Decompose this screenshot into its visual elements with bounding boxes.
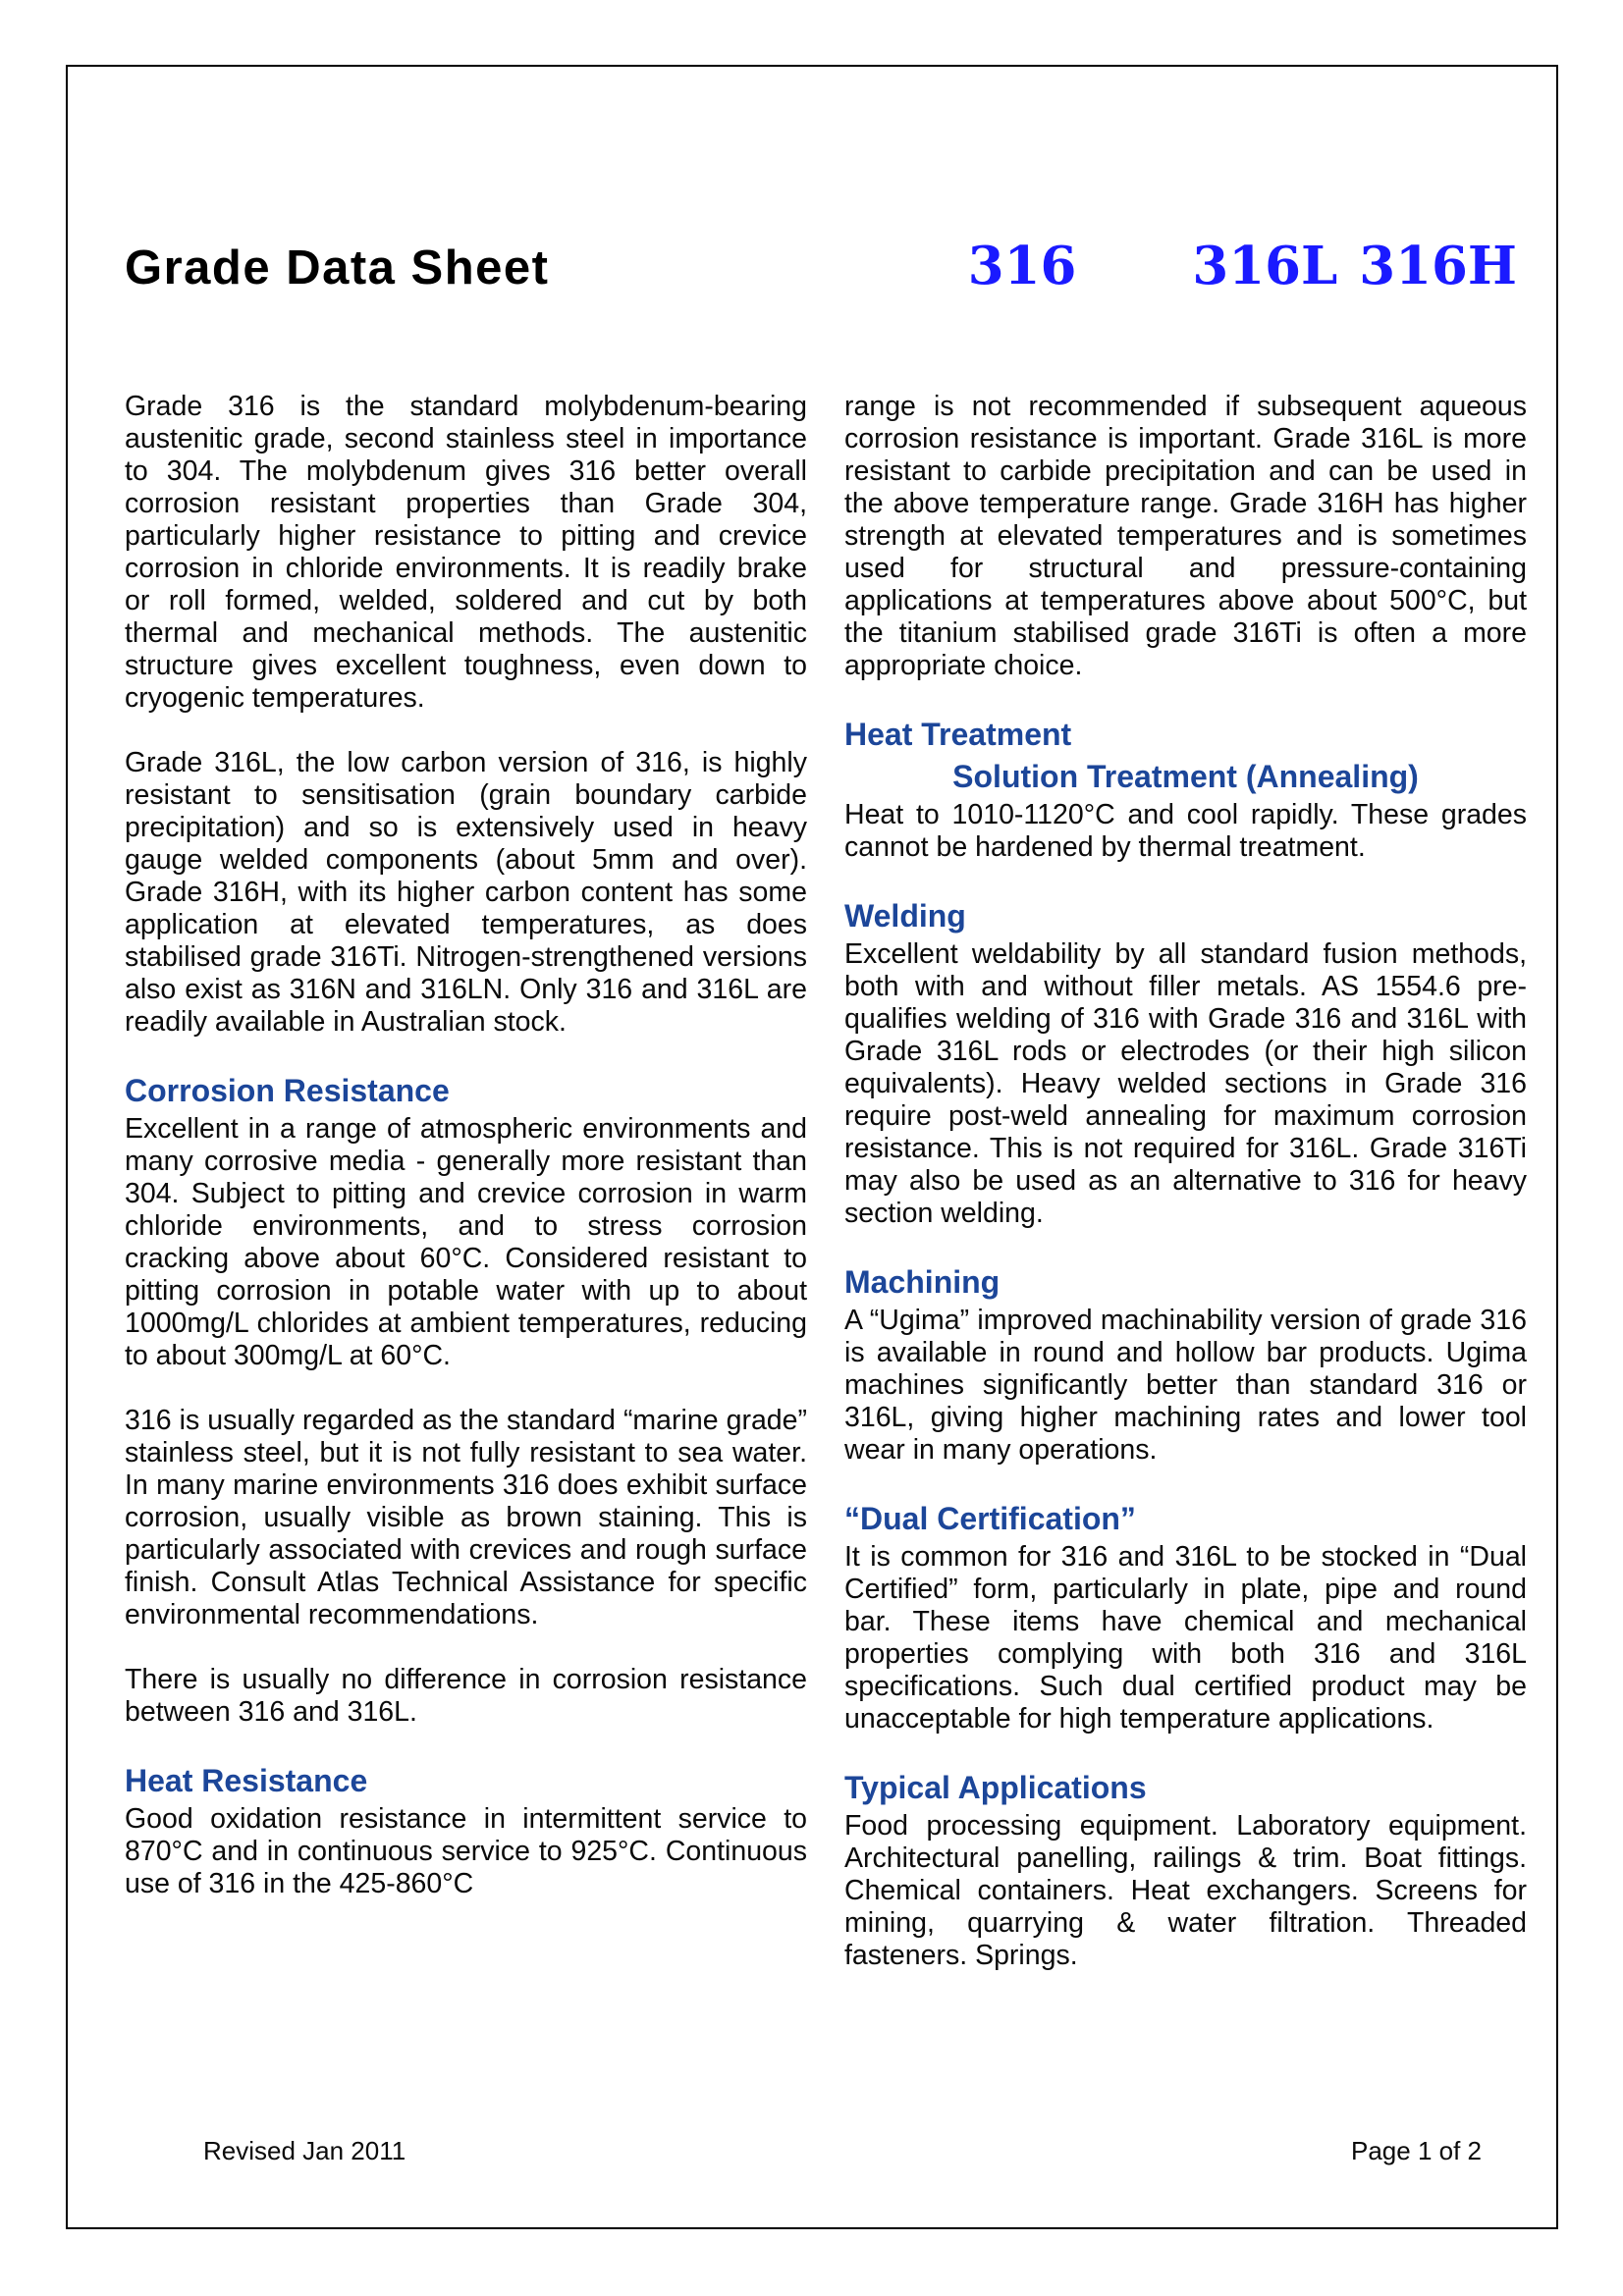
paragraph: Grade 316L, the low carbon version of 316, is highly resistant to sensitisation (grain boundary carbide precipitation) and so is extensively used in heavy gauge welded components (about 5mm and over). Grade 316H, with its higher carbon content has some application at elevated temperatures, as does stabilised grade 316Ti. Nitrogen-strengthened versions also exist as 316N and 316LN. Only 316 and 316L are readily available in Australian stock. [125, 747, 807, 1038]
grade-316h: 316H [1359, 236, 1517, 296]
page-border [66, 65, 1558, 2229]
paragraph: Good oxidation resistance in intermittent service to 870°C and in continuous service to 925°C. Continuous use of 316 in the 425-860°C [125, 1803, 807, 1899]
paragraph: 316 is usually regarded as the standard “marine grade” stainless steel, but it is not fully resistant to sea water. In many marine environments 316 does exhibit surface corrosion, usually visible as brown staining. This is particularly associated with crevices and rough surface finish. Consult Atlas Technical Assistance for specific environmental recommendations. [125, 1405, 807, 1630]
section-heading: Heat Resistance [125, 1763, 368, 1798]
paragraph: Excellent in a range of atmospheric environments and many corrosive media - generally more resistant than 304. Subject to pitting and crevice corrosion in warm chloride environments, and to stress corrosion cracking above about 60°C. Considered resistant to pitting corrosion in potable water with up to about 1000mg/L chlorides at ambient temperatures, reducing to about 300mg/L at 60°C. [125, 1113, 807, 1371]
paragraph: range is not recommended if subsequent aqueous corrosion resistance is important. Grade 316L is more resistant to carbide precipitation and can be used in the above temperature range. Grade 316H has higher strength at elevated temperatures and is sometimes used for structural and pressure-containing applications at temperatures above about 500°C, but the titanium stabilised grade 316Ti is often a more appropriate choice. [844, 391, 1527, 681]
grade-title [968, 236, 1517, 296]
title-row [125, 236, 1517, 296]
paragraph: Heat to 1010-1120°C and cool rapidly. These grades cannot be hardened by thermal treatment. [844, 799, 1527, 863]
paragraph: A “Ugima” improved machinability version of grade 316 is available in round and hollow bar products. Ugima machines significantly better than standard 316 or 316L, giving higher machining rates and lower tool wear in many operations. [844, 1305, 1527, 1466]
grade-316l: 316L [1192, 236, 1338, 296]
section-heading: Heat Treatment [844, 717, 1072, 752]
column-right [844, 391, 1527, 2004]
footer-revision: Revised Jan 2011 [203, 2136, 406, 2165]
paragraph: It is common for 316 and 316L to be stocked in “Dual Certified” form, particularly in plate, pipe and round bar. These items have chemical and mechanical properties complying with both 316 and 316L specifications. Such dual certified product may be unacceptable for high temperature applications. [844, 1541, 1527, 1735]
paragraph: Excellent weldability by all standard fusion methods, both with and without filler metals. AS 1554.6 pre-qualifies welding of 316 with Grade 316 and 316L with Grade 316L rods or electrodes (or their high silicon equivalents). Heavy welded sections in Grade 316 require post-weld annealing for maximum corrosion resistance. This is not required for 316L. Grade 316Ti may also be used as an alternative to 316 for heavy section welding. [844, 938, 1527, 1229]
paragraph: Food processing equipment. Laboratory equipment. Architectural panelling, railings & trim. Boat fittings. Chemical containers. Heat exchangers. Screens for mining, quarrying & water filtration. Threaded fasteners. Springs. [844, 1810, 1527, 1971]
sub-heading: Solution Treatment (Annealing) [952, 759, 1419, 794]
section-heading: Corrosion Resistance [125, 1073, 450, 1108]
column-left [125, 391, 807, 1933]
grade-316: 316 [967, 236, 1077, 296]
page-title: Grade Data Sheet [125, 241, 550, 294]
section-heading: Machining [844, 1264, 1001, 1300]
paragraph: Grade 316 is the standard molybdenum-bearing austenitic grade, second stainless steel in importance to 304. The molybdenum gives 316 better overall corrosion resistant properties than Grade 304, particularly higher resistance to pitting and crevice corrosion in chloride environments. It is readily brake or roll formed, welded, soldered and cut by both thermal and mechanical methods. The austenitic structure gives excellent toughness, even down to cryogenic temperatures. [125, 391, 807, 714]
section-heading: Welding [844, 898, 966, 934]
footer [125, 2136, 1523, 2166]
paragraph: There is usually no difference in corrosion resistance between 316 and 316L. [125, 1664, 807, 1728]
section-heading: Typical Applications [844, 1770, 1147, 1805]
footer-page-number: Page 1 of 2 [1351, 2136, 1482, 2165]
section-heading: “Dual Certification” [844, 1501, 1136, 1536]
